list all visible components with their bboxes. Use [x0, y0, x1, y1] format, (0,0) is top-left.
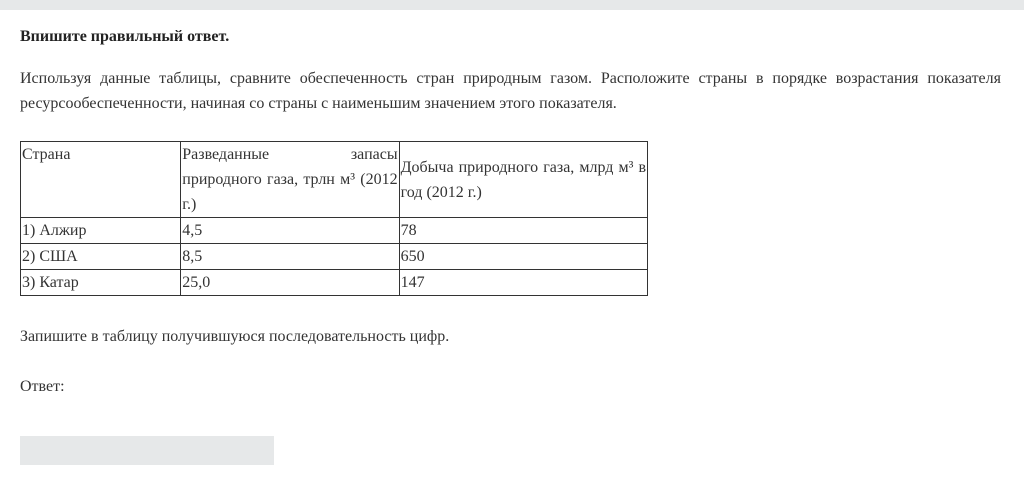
table-row: [21, 218, 648, 244]
table-header-row: [21, 142, 648, 218]
table-cell: 147: [399, 270, 647, 296]
top-bar: [0, 0, 1024, 10]
table-cell: 78: [399, 218, 647, 244]
table-header-cell: Добыча природного газа, млрд м³ в год (2012 г.): [399, 142, 647, 218]
table-header-cell: Страна: [21, 142, 181, 218]
answer-label: Ответ:: [20, 378, 65, 395]
table-cell: 25,0: [181, 270, 399, 296]
table-cell: 650: [399, 244, 647, 270]
table-row: [21, 270, 648, 296]
table-row: [21, 244, 648, 270]
table-cell: 8,5: [181, 244, 399, 270]
task-heading: Впишите правильный ответ.: [20, 28, 230, 45]
table-cell: 4,5: [181, 218, 399, 244]
data-table: [20, 141, 648, 296]
answer-input[interactable]: [20, 436, 274, 465]
instruction-text: Запишите в таблицу получившуюся последовательность цифр.: [20, 328, 450, 345]
table-cell: 1) Алжир: [21, 218, 181, 244]
question-text: Используя данные таблицы, сравните обеспеченность стран природным газом. Расположите страны в порядке возрастания показателя ресурсообеспеченности, начиная со страны с наименьшим значением этого показателя.: [20, 70, 1001, 112]
table-header-cell: Разведанные запасы природного газа, трлн м³ (2012 г.): [181, 142, 399, 218]
table-cell: 2) США: [21, 244, 181, 270]
table-cell: 3) Катар: [21, 270, 181, 296]
